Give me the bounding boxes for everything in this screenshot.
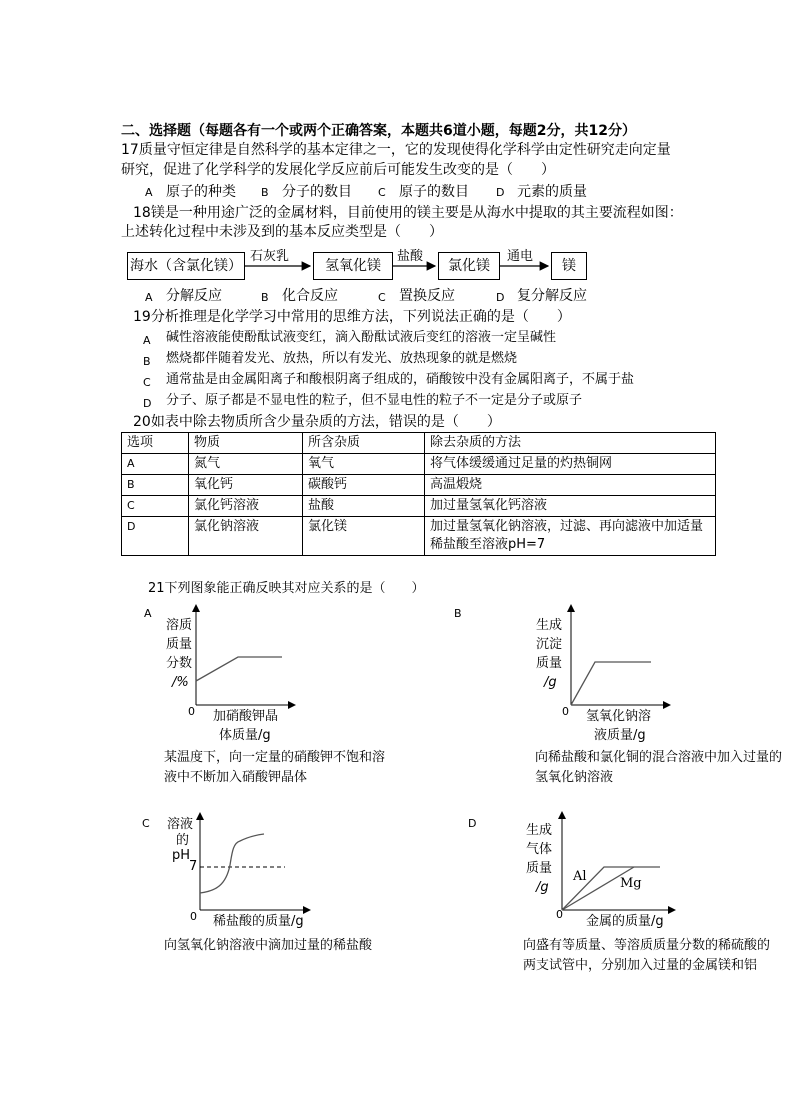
table-header-cell: 所含杂质 [303, 433, 425, 454]
q19-option-b[interactable]: 燃烧都伴随着发光、放热，所以有发光、放热现象的就是燃烧 [166, 351, 518, 366]
table-header-cell: 选项 [122, 433, 189, 454]
graph-a-xlabel: 体质量/g [219, 728, 271, 743]
q17-option-a-letter: A [145, 186, 153, 199]
q19-option-c-letter: C [143, 376, 151, 389]
graph-c-letter: C [142, 817, 150, 830]
graph-a-caption: 某温度下，向一定量的硝酸钾不饱和溶 [164, 750, 386, 765]
graph-a-origin: 0 [188, 705, 195, 718]
table-cell: 加过量氢氧化钠溶液，过滤、再向滤液中加适量稀盐酸至溶液pH=7 [425, 517, 716, 556]
graph-a-letter: A [144, 607, 152, 620]
graph-c-caption: 向氢氧化钠溶液中滴加过量的稀盐酸 [164, 938, 373, 953]
q18-option-c-letter: C [378, 291, 386, 304]
table-row [122, 496, 716, 517]
q19-option-a-letter: A [143, 334, 151, 347]
graph-b-xlabel: 液质量/g [594, 728, 646, 743]
graph-a-curve [196, 657, 282, 681]
table-cell: 氯化钙溶液 [189, 496, 303, 517]
flow-label-lime-milk: 石灰乳 [250, 249, 290, 264]
graph-b-ylabel: 沉淀 [536, 637, 563, 652]
q19-option-b-letter: B [143, 355, 151, 368]
flow-box-seawater: 海水（含氯化镁） [127, 252, 245, 280]
table-cell: 氧气 [303, 454, 425, 475]
q18-option-b[interactable]: 化合反应 [282, 288, 338, 304]
graph-d-series-al: Al [573, 869, 587, 884]
q17-option-c-letter: C [378, 186, 386, 199]
table-row [122, 517, 716, 556]
table-cell: 氧化钙 [189, 475, 303, 496]
graph-c-ylabel: pH [172, 848, 191, 863]
graph-c-xlabel: 稀盐酸的质量/g [213, 914, 304, 929]
graph-d-origin: 0 [556, 908, 563, 921]
table-cell: 氮气 [189, 454, 303, 475]
graph-b-ylabel: 生成 [536, 618, 563, 633]
flow-box-mg-hydroxide: 氢氧化镁 [313, 252, 393, 280]
q18-option-b-letter: B [261, 291, 269, 304]
graph-d-xlabel: 金属的质量/g [586, 914, 664, 929]
q17-option-b[interactable]: 分子的数目 [282, 184, 352, 200]
table-cell: D [122, 517, 189, 556]
table-cell: C [122, 496, 189, 517]
table-cell: 加过量氢氧化钙溶液 [425, 496, 716, 517]
q17-option-a[interactable]: 原子的种类 [166, 184, 236, 200]
graph-d-ylabel: /g [536, 880, 549, 895]
graph-b-caption: 氢氧化钠溶液 [535, 770, 614, 785]
q18-stem-line2: 上述转化过程中未涉及到的基本反应类型是（ ） [121, 224, 443, 240]
q17-option-c[interactable]: 原子的数目 [399, 184, 469, 200]
graph-a-xlabel: 加硝酸钾晶 [213, 709, 279, 724]
graph-b-letter: B [454, 607, 462, 620]
table-cell: 氯化钠溶液 [189, 517, 303, 556]
graph-a-ylabel: 质量 [166, 637, 193, 652]
flow-label-hcl: 盐酸 [397, 249, 424, 264]
graph-d-caption: 两支试管中，分别加入过量的金属镁和铝 [523, 958, 758, 973]
q17-option-d-letter: D [496, 186, 505, 199]
table-cell: 将气体缓缓通过足量的灼热铜网 [425, 454, 716, 475]
graph-d-ylabel: 质量 [526, 861, 553, 876]
graph-c-tick-7: 7 [189, 859, 198, 874]
q18-option-a[interactable]: 分解反应 [166, 288, 222, 304]
q19-option-d-letter: D [143, 397, 152, 410]
q18-option-d-letter: D [496, 291, 505, 304]
graph-d-caption: 向盛有等质量、等溶质质量分数的稀硫酸的 [523, 938, 771, 953]
flow-arrows [0, 0, 790, 300]
table-cell: B [122, 475, 189, 496]
q17-option-d[interactable]: 元素的质量 [517, 184, 587, 200]
table-cell: A [122, 454, 189, 475]
graph-a-ylabel: /% [172, 675, 189, 690]
q19-option-d[interactable]: 分子、原子都是不显电性的粒子，但不显电性的粒子不一定是分子或原子 [166, 393, 583, 408]
table-cell: 高温煅烧 [425, 475, 716, 496]
graph-b-curve [571, 662, 651, 705]
table-cell: 碳酸钙 [303, 475, 425, 496]
graph-b-caption: 向稀盐酸和氯化铜的混合溶液中加入过量的 [535, 750, 783, 765]
table-header-row [122, 433, 716, 454]
flow-label-electrolysis: 通电 [507, 249, 534, 264]
q18-option-c[interactable]: 置换反应 [399, 288, 455, 304]
graph-a-ylabel: 分数 [166, 656, 193, 671]
graph-c-ylabel: 的 [176, 833, 190, 848]
flow-box-mg-chloride: 氯化镁 [438, 252, 500, 280]
graph-b-xlabel: 氢氧化钠溶 [586, 709, 652, 724]
q19-option-a[interactable]: 碱性溶液能使酚酞试液变红，滴入酚酞试液后变红的溶液一定呈碱性 [166, 330, 557, 345]
q21-stem: 21下列图象能正确反映其对应关系的是（ ） [148, 581, 425, 596]
graph-d-ylabel: 气体 [526, 842, 553, 857]
q19-stem: 19分析推理是化学学习中常用的思维方法，下列说法正确的是（ ） [133, 309, 571, 325]
table-row [122, 454, 716, 475]
graph-b-origin: 0 [562, 705, 569, 718]
q18-option-a-letter: A [145, 291, 153, 304]
section-title: 二、选择题（每题各有一个或两个正确答案，本题共6道小题，每题2分，共12分） [121, 123, 636, 139]
graph-d-letter: D [468, 817, 477, 830]
q18-stem-line1: 18镁是一种用途广泛的金属材料，目前使用的镁主要是从海水中提取的其主要流程如图： [133, 205, 683, 221]
q17-stem-line1: 17质量守恒定律是自然科学的基本定律之一，它的发现使得化学科学由定性研究走向定量 [121, 142, 671, 158]
flow-box-mg: 镁 [551, 252, 587, 280]
q18-option-d[interactable]: 复分解反应 [517, 288, 587, 304]
graph-b-ylabel: /g [544, 675, 557, 690]
graph-a-caption: 液中不断加入硝酸钾晶体 [164, 770, 308, 785]
graph-d-series-mg: Mg [620, 876, 642, 891]
q19-option-c[interactable]: 通常盐是由金属阳离子和酸根阴离子组成的，硝酸铵中没有金属阳离子，不属于盐 [166, 372, 635, 387]
graph-c-ylabel: 溶液 [167, 817, 194, 832]
graph-c-origin: 0 [190, 910, 197, 923]
q17-stem-line2: 研究，促进了化学科学的发展化学反应前后可能发生改变的是（ ） [121, 162, 555, 178]
q20-stem: 20如表中除去物质所含少量杂质的方法，错误的是（ ） [133, 414, 501, 430]
table-cell: 盐酸 [303, 496, 425, 517]
graph-a-ylabel: 溶质 [166, 618, 193, 633]
table-header-cell: 物质 [189, 433, 303, 454]
graph-d-ylabel: 生成 [526, 823, 553, 838]
graph-c-curve [200, 834, 264, 893]
q17-option-b-letter: B [261, 186, 269, 199]
table-cell: 氯化镁 [303, 517, 425, 556]
table-header-cell: 除去杂质的方法 [425, 433, 716, 454]
table-row [122, 475, 716, 496]
q20-table [121, 432, 716, 556]
graph-b-ylabel: 质量 [536, 656, 563, 671]
